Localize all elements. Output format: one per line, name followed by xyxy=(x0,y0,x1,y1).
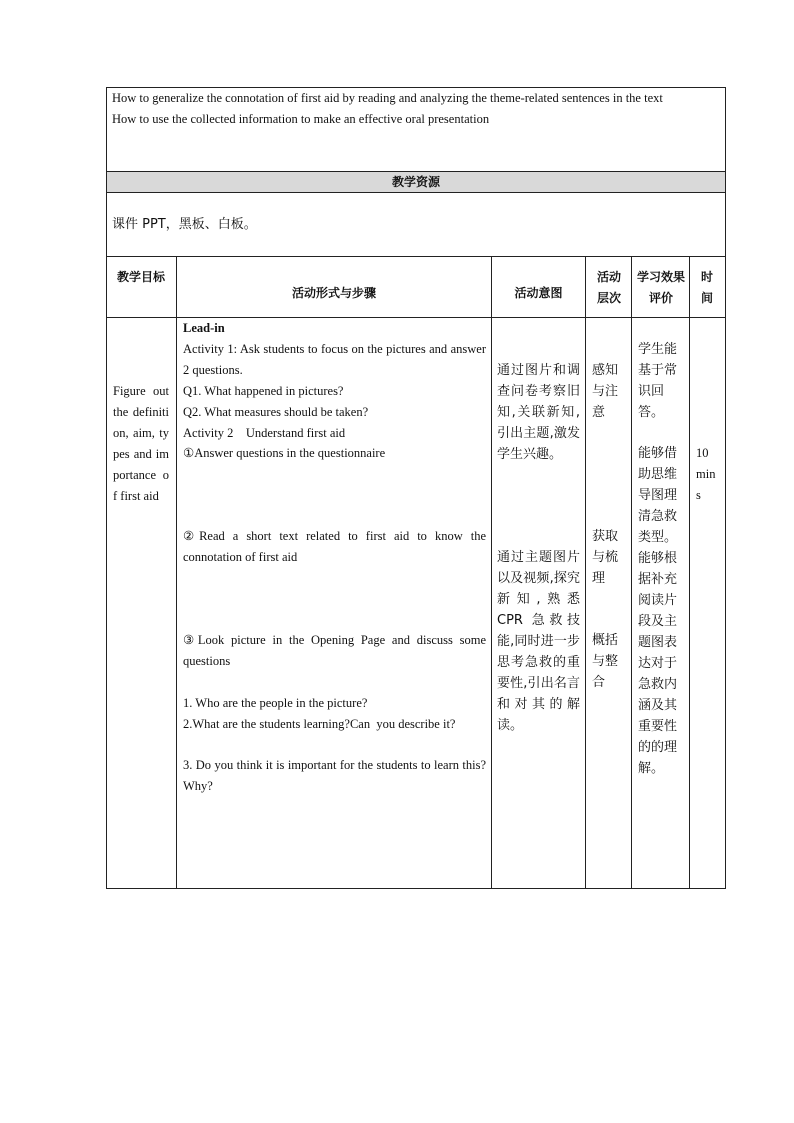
objective-line-1: How to generalize the connotation of first aid by reading and analyzing the theme-related sentences in the text xyxy=(112,91,663,105)
evaluation-part-2: 能够借助思维导图理清急救类型。能够根据补充阅读片段及主题图表达对于急救内涵及其重要性的的理解。 xyxy=(638,446,678,776)
header-level: 活动层次 xyxy=(596,270,621,305)
activity-1: Activity 1: Ask students to focus on the pictures and answer 2 questions. xyxy=(183,342,486,377)
sub-question-3: 3. Do you think it is important for the students to learn this? Why? xyxy=(183,758,486,793)
header-evaluation: 学习效果评价 xyxy=(636,270,685,305)
step-item-2: ②Read a short text related to first aid to know the connotation of first aid xyxy=(183,529,486,564)
intent-part-1: 通过图片和调查问卷考察旧知,关联新知,引出主题,激发学生兴趣。 xyxy=(497,363,580,462)
step-item-3: ③Look picture in the Opening Page and discuss some questions xyxy=(183,633,486,668)
lead-in-title: Lead-in xyxy=(183,321,225,335)
cell-objective: Figure out the definition, aim, types and importance of first aid xyxy=(113,384,169,503)
sub-question-1: 1. Who are the people in the picture? xyxy=(183,696,368,710)
header-time: 时间 xyxy=(700,270,713,305)
evaluation-part-1: 学生能基于常识回答。 xyxy=(638,342,678,420)
level-part-3: 概括与整合 xyxy=(592,633,619,690)
time-value: 10 mins xyxy=(696,446,716,502)
objectives-section xyxy=(112,88,720,130)
objective-line-2: How to use the collected information to make an effective oral presentation xyxy=(112,112,490,126)
header-steps: 活动形式与步骤 xyxy=(291,286,376,300)
activity-2: Activity 2 Understand first aid xyxy=(183,426,346,440)
question-2: Q2. What measures should be taken? xyxy=(183,405,369,419)
sub-question-2: 2.What are the students learning?Can you describe it? xyxy=(183,717,456,731)
resources-header xyxy=(107,172,725,192)
header-objective: 教学目标 xyxy=(116,270,165,284)
level-part-1: 感知与注意 xyxy=(592,363,619,420)
level-part-2: 获取与梳理 xyxy=(592,529,619,586)
resources-content: 课件 PPT，黑板、白板。 xyxy=(112,217,257,232)
header-intent: 活动意图 xyxy=(514,286,563,300)
question-1: Q1. What happened in pictures? xyxy=(183,384,344,398)
resources-title: 教学资源 xyxy=(391,175,440,189)
intent-part-2: 通过主题图片以及视频,探究新知,熟悉 CPR 急救技能,同时进一步思考急救的重要性,引出名言和对其的解读。 xyxy=(497,550,580,733)
step-item-1: ①Answer questions in the questionnaire xyxy=(183,446,386,460)
